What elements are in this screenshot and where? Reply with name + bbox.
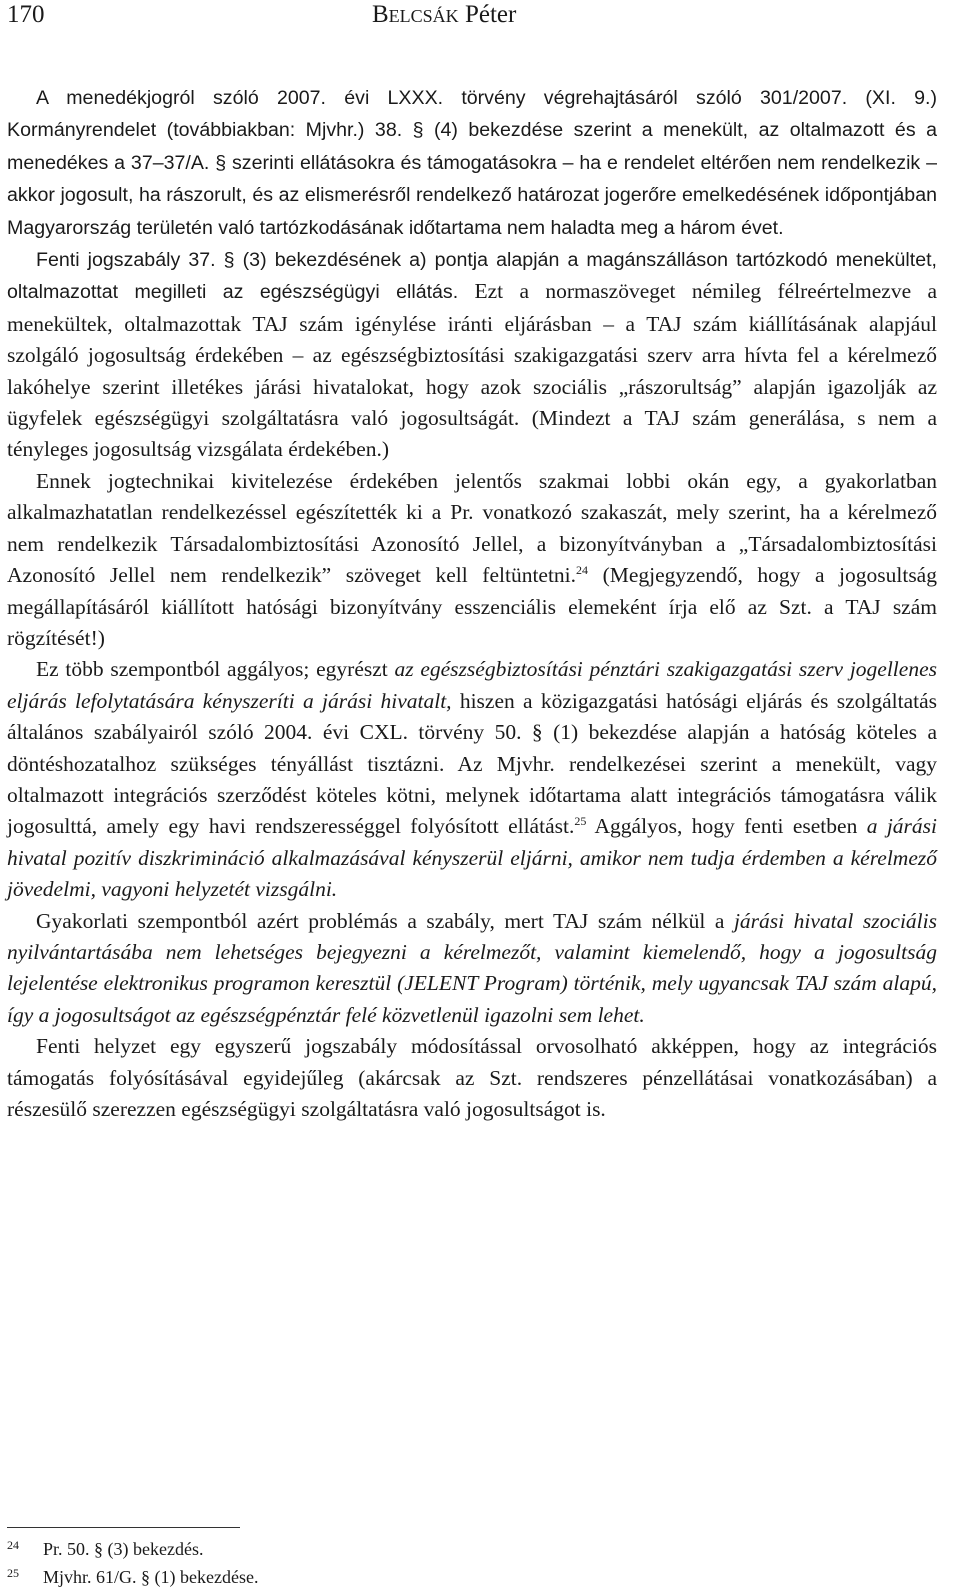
footnote-item: [7, 1563, 607, 1591]
paragraph-5-part-a: Gyakorlati szempontból azért problémás a szabály, mert TAJ szám nélkül a: [36, 908, 734, 933]
page-number: 170: [7, 1, 45, 28]
paragraph-4-part-b: hiszen a közigazgatási hatósági eljárás és szolgáltatás általános szabályairól szóló 2004. évi CXL. törvény 50. § (1) bekezdése alapján a hatóság köteles a döntéshozatalhoz szükséges tényállást tisztázni. Az Mjvhr. rendelkezései szerint a menekült, vagy oltalmazott integrációs szerződést köteles kötni, melynek időtartama alatt integrációs támogatásra válik jogosulttá, amely egy havi rendszerességgel folyósított ellátást.: [7, 688, 937, 839]
paragraph-6-part-a: Fenti helyzet egy egyszerű jogszabály módosítással orvosolható akképpen, hogy az integrációs támogatás folyósításával egyidejűleg (akárcsak az Szt. rendszeres pénzellátásai vonatkozásában) a részesülő szerezzen egészségügyi szolgáltatásra való jogosultságot is.: [7, 1034, 937, 1121]
paragraph-4-part-a: Ez több szempontból aggályos; egyrészt: [36, 657, 395, 682]
footnote-ref-24[interactable]: 24: [576, 562, 589, 577]
paragraph-5: [7, 906, 937, 1032]
footnote-ref-25[interactable]: 25: [574, 814, 587, 829]
paragraph-1-part-a: A menedékjogról szóló 2007. évi LXXX. törvény végrehajtásáról szóló 301/2007. (XI. 9.) Kormányrendelet (továbbiakban: Mjvhr.) 38. § (4) bekezdése szerint a menekült, az oltalmazott és a menedékes a 37–37/A.: [7, 87, 937, 174]
paragraph-2-part-b: Ezt a normaszöveget némileg félreértelmezve a menekültek, oltalmazottak TAJ szám igénylése iránti eljárásban – a TAJ szám kiállításának alapjául szolgáló jogosultság érdekében – az egészségbiztosítási szakigazgatási szerv arra hívta fel a kérelmező lakóhelye szerint illetékes járási hivatalokat, hogy azok szociális „rászorultság” alapján igazolják az ügyfelek egészségügyi szolgáltatásra való jogosultságát. (Mindezt a TAJ szám generálása, s nem a tényleges jogosultság vizsgálata érdekében.): [7, 279, 937, 462]
paragraph-3-part-b: (Megjegyzendő, hogy a jogosultság megállapításáról kiállított hatósági bizonyítvány esszenciális elemeként írja elő az Szt. a TAJ szám rögzítését!): [7, 563, 937, 650]
paragraph-3-part-a: Ennek jogtechnikai kivitelezése érdekében jelentős szakmai lobbi okán egy, a gyakorlatban alkalmazhatatlan rendelkezéssel egészítették ki a Pr. vonatkozó szakaszát, mely szerint, ha a kérelmező nem rendelkezik Társadalombiztosítási Azonosító Jellel, a bizonyítványban a „Társadalombiztosítási Azonosító Jellel nem rendelkezik” szöveget kell feltüntetni.: [7, 468, 937, 588]
running-head-author: [372, 0, 516, 30]
author-given-name: Péter: [464, 1, 517, 28]
page-header: [7, 0, 937, 36]
paragraph-3: [7, 466, 937, 654]
footnote-number: 24: [7, 1538, 19, 1552]
author-surname: Belcsák: [372, 1, 459, 28]
paragraph-6: [7, 1031, 937, 1125]
paragraph-4-part-c: Aggályos, hogy fenti esetben: [586, 814, 867, 839]
footnote-number: 25: [7, 1566, 19, 1580]
paragraph-4-italic-1: az egészségbiztosítási pénztári szakigazgatási szerv jogellenes eljárás lefolytatására kényszeríti a járási hivatalt,: [7, 657, 937, 713]
paragraph-4-italic-2: a járási hivatal pozitív diszkrimináció alkalmazásával kényszerül eljárni, amikor nem tudja érdemben a kérelmező jövedelmi, vagyoni helyzetét vizsgálni.: [7, 814, 938, 902]
paragraph-4: [7, 654, 937, 905]
body-text: [7, 82, 937, 1125]
footnote-text: Mjvhr. 61/G. § (1) bekezdése.: [43, 1567, 259, 1587]
paragraph-2-part-a: Fenti jogszabály 37. § (3) bekezdésének a) pontja alapján a magánszálláson tartózkodó menekültet, oltalmazottat megilleti az egészségügyi ellátás.: [7, 249, 937, 304]
paragraph-5-italic-1: járási hivatal szociális nyilvántartásába nem lehetséges bejegyezni a kérelmezőt, valamint kiemelendő, hogy a jogosultság lejelentése elektronikus programon keresztül (JELENT Program) történik, mely ugyancsak TAJ szám alapú, így a jogosultságot az egészségpénztár felé közvetlenül igazolni sem lehet.: [7, 908, 937, 1027]
paragraph-1: [7, 82, 937, 244]
paragraph-2: [7, 244, 937, 466]
footnote-item: [7, 1535, 607, 1563]
footnote-text: Pr. 50. § (3) bekezdés.: [43, 1539, 204, 1559]
paragraph-1-part-b: § szerinti ellátásokra és támogatásokra – ha e rendelet eltérően nem rendelkezik – akkor jogosult, ha rászorult, és az elismerésről rendelkező határozat jogerőre emelkedésének időpontjában Magyarország területén való tartózkodásának időtartama nem haladta meg a három évet.: [7, 151, 937, 239]
footnotes: [7, 1535, 607, 1591]
footnote-divider: [7, 1527, 240, 1528]
